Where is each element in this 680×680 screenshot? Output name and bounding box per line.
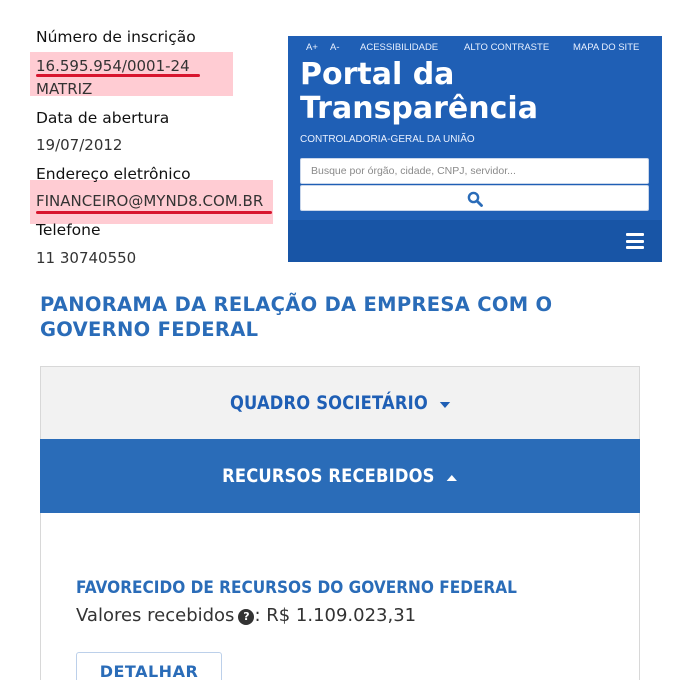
help-icon[interactable]: ? [238, 609, 254, 625]
tipo-value: MATRIZ [36, 80, 93, 98]
caret-down-icon [438, 401, 450, 409]
underline-email [36, 211, 272, 214]
accordion [40, 366, 640, 680]
detalhar-button[interactable]: DETALHAR [76, 652, 222, 680]
portal-top-nav [288, 42, 662, 56]
recursos-recebidos-label: RECURSOS RECEBIDOS [222, 465, 458, 487]
telefone-value: 11 30740550 [36, 249, 137, 267]
caret-up-icon [446, 474, 458, 482]
email-label: Endereço eletrônico [36, 165, 191, 183]
abertura-label: Data de abertura [36, 109, 170, 127]
search-icon [467, 191, 483, 207]
acessibilidade-link[interactable]: ACESSIBILIDADE [360, 42, 439, 53]
telefone-label: Telefone [36, 221, 101, 239]
font-decrease-link[interactable]: A- [330, 42, 340, 53]
quadro-societario-label: QUADRO SOCIETÁRIO [230, 392, 451, 414]
portal-title-line2: Transparência [300, 91, 538, 126]
font-increase-link[interactable]: A+ [306, 42, 318, 53]
inscricao-label: Número de inscrição [36, 28, 196, 46]
alto-contraste-link[interactable]: ALTO CONTRASTE [464, 42, 550, 53]
favorecido-heading: FAVORECIDO DE RECURSOS DO GOVERNO FEDERAL [76, 578, 517, 597]
search-input[interactable]: Busque por órgão, cidade, CNPJ, servidor... [300, 158, 649, 184]
valores-label: Valores recebidos [76, 605, 235, 626]
inscricao-value: 16.595.954/0001-24 [36, 57, 190, 75]
portal-title[interactable] [300, 58, 538, 126]
panorama-heading [40, 292, 600, 342]
search-button[interactable] [300, 185, 649, 211]
portal-title-line1: Portal da [300, 57, 455, 92]
panorama-heading-line2: GOVERNO FEDERAL [40, 318, 259, 341]
hamburger-menu-icon[interactable] [626, 233, 644, 249]
mapa-site-link[interactable]: MAPA DO SITE [573, 42, 640, 53]
recursos-recebidos-toggle[interactable] [40, 439, 640, 513]
portal-subtitle: CONTROLADORIA-GERAL DA UNIÃO [300, 134, 475, 145]
email-value[interactable]: FINANCEIRO@MYND8.COM.BR [36, 192, 264, 210]
panorama-heading-line1: PANORAMA DA RELAÇÃO DA EMPRESA COM O [40, 293, 553, 316]
portal-menu-bar [288, 220, 662, 262]
valores-amount: : R$ 1.109.023,31 [254, 605, 417, 626]
portal-header [288, 36, 662, 262]
quadro-societario-toggle[interactable] [41, 367, 639, 439]
valores-recebidos [76, 605, 416, 626]
abertura-value: 19/07/2012 [36, 136, 123, 154]
